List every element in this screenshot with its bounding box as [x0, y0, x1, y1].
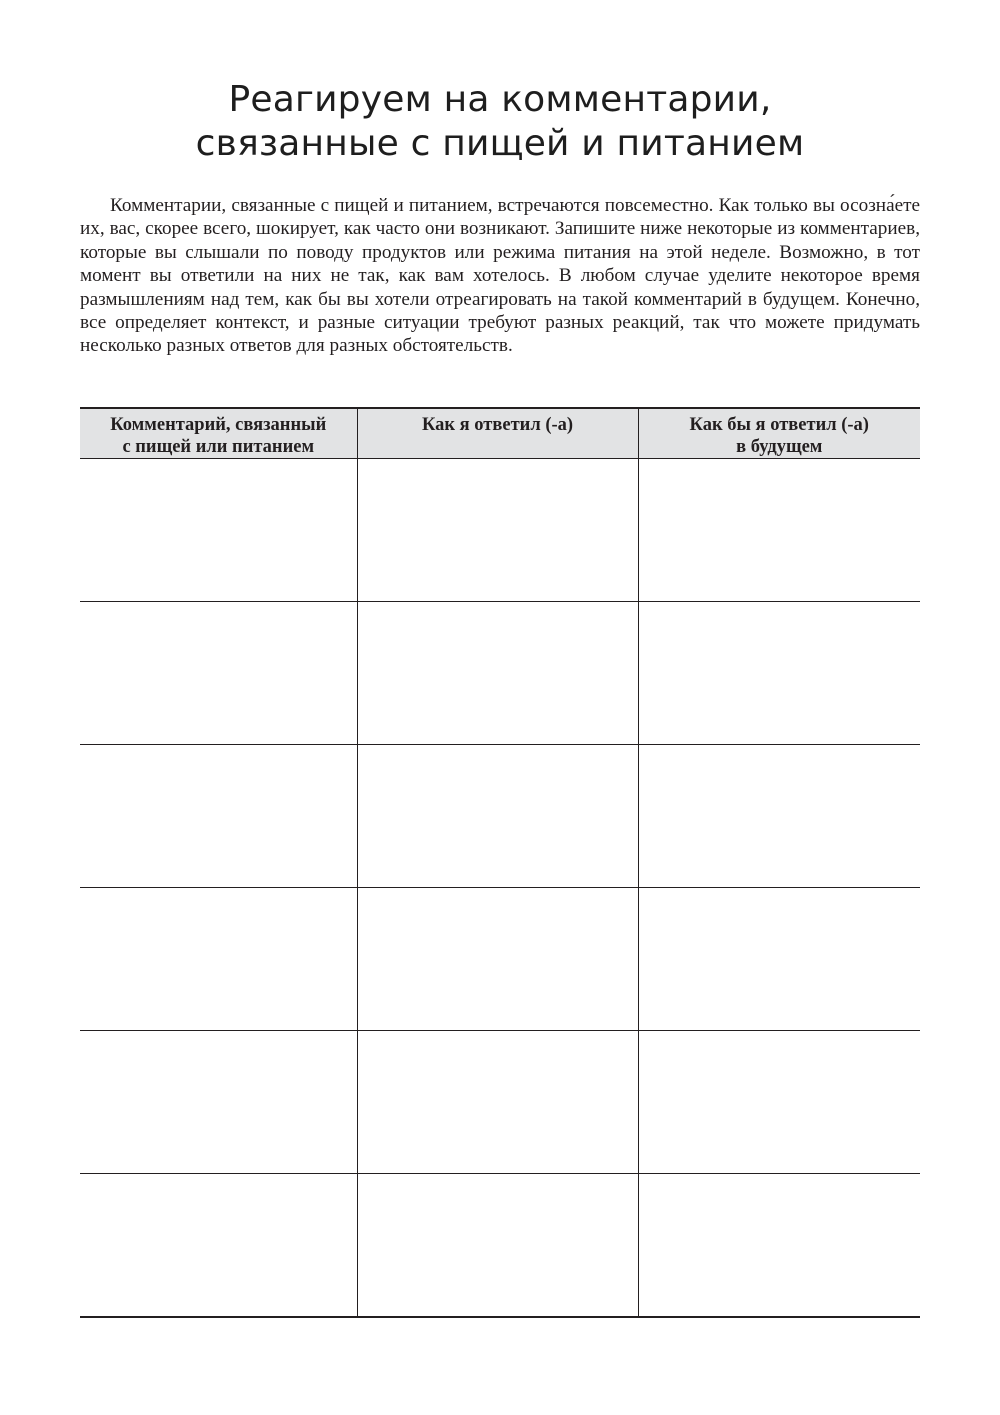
header-line: Комментарий, связанный — [110, 415, 327, 435]
response-cell[interactable] — [357, 602, 638, 745]
table-row — [80, 1031, 920, 1174]
future-response-cell[interactable] — [638, 459, 920, 602]
title-line-2: связанные с пищей и питанием — [195, 123, 805, 164]
response-cell[interactable] — [357, 1174, 638, 1317]
table-header-row — [80, 408, 920, 459]
comment-cell[interactable] — [80, 1031, 357, 1174]
table-row — [80, 459, 920, 602]
worksheet-table-container — [80, 407, 920, 1318]
page-title — [80, 78, 920, 166]
column-header-future-response — [638, 408, 920, 459]
table-row — [80, 602, 920, 745]
comment-cell[interactable] — [80, 459, 357, 602]
title-line-1: Реагируем на комментарии, — [228, 79, 772, 120]
intro-paragraph: Комментарии, связанные с пищей и питанием, встречаются повсеместно. Как только вы осозна́ете их, вас, скорее всего, шокирует, как часто они возникают. Запишите ниже некоторые из комментариев, которые вы слышали по поводу продуктов или режима питания на этой неделе. Возможно, в тот момент вы ответили на них не так, как вам хотелось. В любом случае уделите некоторое время размышлениям над тем, как бы вы хотели отреагировать на такой комментарий в будущем. Конечно, все определяет контекст, и разные ситуации требуют разных реакций, так что можете придумать несколько разных ответов для разных обстоятельств. — [80, 195, 920, 357]
comment-cell[interactable] — [80, 1174, 357, 1317]
future-response-cell[interactable] — [638, 1174, 920, 1317]
future-response-cell[interactable] — [638, 745, 920, 888]
header-line: в будущем — [736, 437, 823, 457]
response-cell[interactable] — [357, 459, 638, 602]
response-cell[interactable] — [357, 888, 638, 1031]
future-response-cell[interactable] — [638, 1031, 920, 1174]
table-row — [80, 745, 920, 888]
response-cell[interactable] — [357, 745, 638, 888]
comment-cell[interactable] — [80, 888, 357, 1031]
table-row — [80, 1174, 920, 1317]
column-header-how-i-responded — [357, 408, 638, 459]
future-response-cell[interactable] — [638, 602, 920, 745]
header-line: с пищей или питанием — [122, 437, 315, 457]
comment-cell[interactable] — [80, 602, 357, 745]
future-response-cell[interactable] — [638, 888, 920, 1031]
response-cell[interactable] — [357, 1031, 638, 1174]
header-line: Как я ответил (-а) — [421, 415, 574, 435]
worksheet-table — [80, 407, 920, 1318]
column-header-comment — [80, 408, 357, 459]
header-line: Как бы я ответил (-а) — [689, 415, 869, 435]
comment-cell[interactable] — [80, 745, 357, 888]
table-row — [80, 888, 920, 1031]
